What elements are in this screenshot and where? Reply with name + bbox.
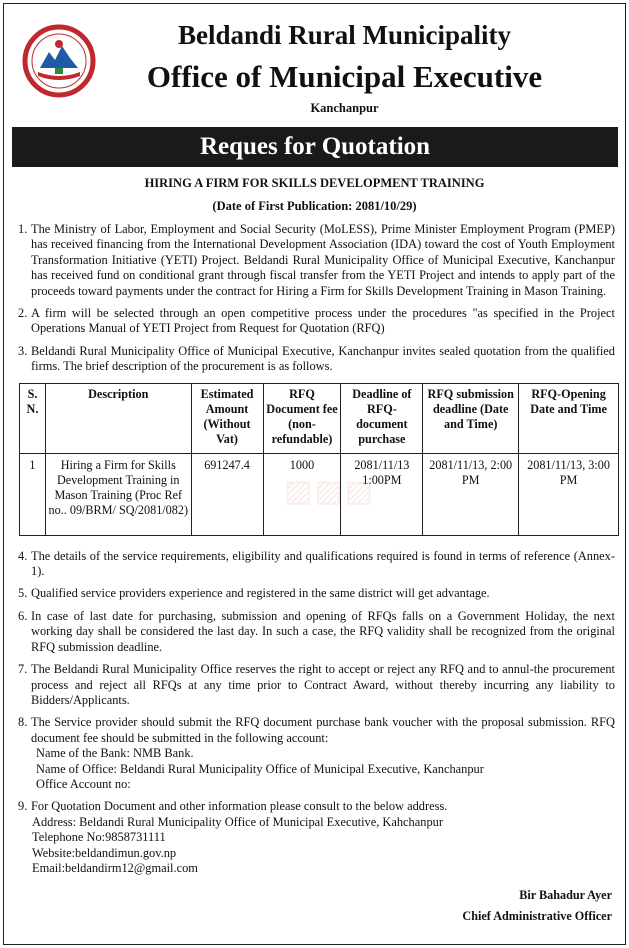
paragraph-8: 8. The Service provider should submit the RFQ document purchase bank voucher with the proposal submission. RFQ document fee should be submitted in the following account: xyxy=(18,715,615,745)
col-description: Description xyxy=(45,383,191,453)
col-submission: RFQ submission deadline (Date and Time) xyxy=(423,383,519,453)
cell-sn: 1 xyxy=(20,453,46,535)
notice-banner: Reques for Quotation xyxy=(12,127,618,167)
location: Kanchanpur xyxy=(310,101,379,115)
paragraph-4: 4. The details of the service requirements, eligibility and qualifications required is found in terms of reference (Annex-1). xyxy=(18,548,615,579)
contact-address: Address: Beldandi Rural Municipality Office of Municipal Executive, Kahchanpur xyxy=(32,814,443,829)
col-sn: S. N. xyxy=(20,383,46,453)
publication-date: (Date of First Publication: 2081/10/29) xyxy=(212,199,417,213)
signatory-title: Chief Administrative Officer xyxy=(462,909,612,923)
office-name: Office of Municipal Executive xyxy=(146,59,543,94)
col-amount: Estimated Amount (Without Vat) xyxy=(191,383,263,453)
cell-amount: 691247.4 xyxy=(191,453,263,535)
procurement-table xyxy=(19,383,619,536)
contact-phone: Telephone No:9858731111 xyxy=(32,830,166,845)
contact-website: Website:beldandimun.gov.np xyxy=(32,845,177,860)
paragraph-2: 2. A firm will be selected through an open competitive process under the procedures "as specified in the Project Operations Manual of YETI Project from Request for Quotation (RFQ) xyxy=(18,306,615,336)
bank-name: Name of the Bank: NMB Bank. xyxy=(36,746,194,761)
office-name-account: Name of Office: Beldandi Rural Municipality Office of Municipal Executive, Kanchanpur xyxy=(36,761,484,776)
paragraph-1: 1. The Ministry of Labor, Employment and Social Security (MoLESS), Prime Minister Employment Program (PMEP) has received financing from the International Development Association (IDA) toward the cost of Youth Employment Transformation Initiative (YETI) Project. Beldandi Rural Municipality Office of Municipal Executive, Kanchanpur has received fund on conditional grant through fiscal transfer from the YETI Project and intends to apply part of the proceeds toward payments under the contract for Hiring a Firm for Skills Development Training in Mason Training. xyxy=(18,222,615,298)
col-deadline: Deadline of RFQ-document purchase xyxy=(341,383,423,453)
table-header-row xyxy=(20,383,619,453)
notice-page xyxy=(3,3,626,945)
paragraph-5: 5. Qualified service providers experience and registered in the same district will get advantage. xyxy=(18,586,490,601)
paragraph-6: 6. In case of last date for purchasing, submission and opening of RFQs falls on a Government Holiday, the next working day shall be considered the last day. In such a case, the RFQ validity shall be recognized from the original RFQ submission deadline. xyxy=(18,608,615,654)
office-account-no: Office Account no: xyxy=(36,776,131,791)
header xyxy=(4,4,625,122)
cell-deadline: 2081/11/13 1:00PM xyxy=(341,453,423,535)
cell-submission: 2081/11/13, 2:00 PM xyxy=(423,453,519,535)
cell-fee: 1000 xyxy=(263,453,341,535)
paragraph-9: 9. For Quotation Document and other information please consult to the below address. xyxy=(18,799,448,814)
contact-email: Email:beldandirm12@gmail.com xyxy=(32,860,198,875)
watermark-icon: ▨▨▨ xyxy=(284,474,376,509)
signatory-name: Bir Bahadur Ayer xyxy=(519,888,612,902)
cell-description: Hiring a Firm for Skills Development Training in Mason Training (Proc Ref no.. 09/BRM/ SQ/2081/082) xyxy=(45,453,191,535)
col-fee: RFQ Document fee (non-refundable) xyxy=(263,383,341,453)
notice-heading: HIRING A FIRM FOR SKILLS DEVELOPMENT TRAINING xyxy=(144,176,485,190)
paragraph-3: 3. Beldandi Rural Municipality Office of Municipal Executive, Kanchanpur invites sealed quotation from the qualified firms. The brief description of the procurement is as follows. xyxy=(18,343,615,374)
col-opening: RFQ-Opening Date and Time xyxy=(519,383,619,453)
paragraph-7: 7. The Beldandi Rural Municipality Office reserves the right to accept or reject any RFQ and to annul-the procurement process and reject all RFQs at any time prior to Contract Award, without thereby incurring any liability to Bidders/Applicants. xyxy=(18,662,615,707)
municipality-name: Beldandi Rural Municipality xyxy=(177,20,512,50)
cell-opening: 2081/11/13, 3:00 PM xyxy=(519,453,619,535)
